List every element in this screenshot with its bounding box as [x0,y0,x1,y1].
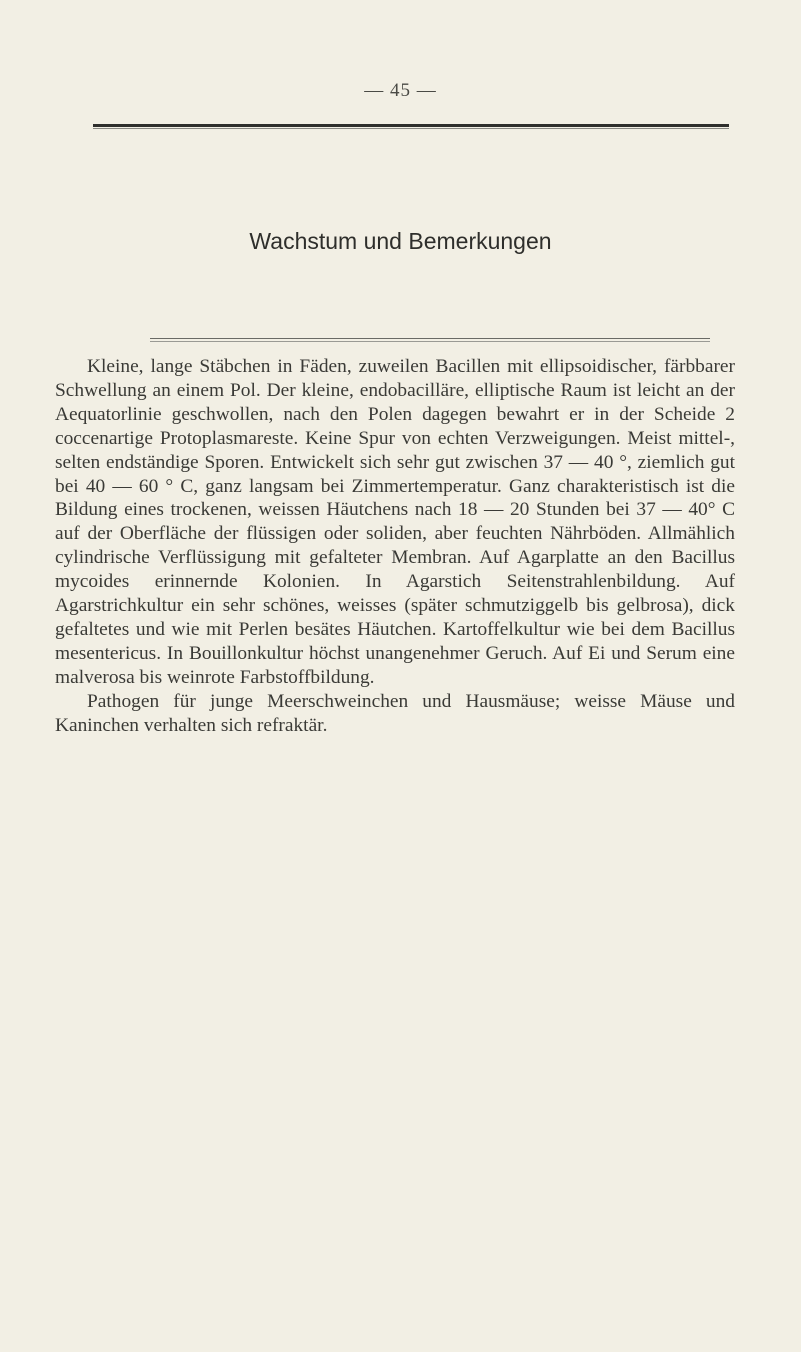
heading-rule [150,338,710,339]
section-heading: Wachstum und Bemerkungen [249,228,552,254]
page-number: — 45 — [364,80,437,101]
body-text [55,355,735,738]
heading-rule-thin [150,341,710,342]
header-rule [93,124,729,127]
paragraph-pathogen: Pathogen für junge Meerschweinchen und Hausmäuse; weisse Mäuse und Kaninchen verhalten sich refraktär. [55,690,735,736]
paragraph-growth: Kleine, lange Stäbchen in Fäden, zuweilen Bacillen mit ellipsoidischer, färbbarer Schwellung an einem Pol. Der kleine, endobacilläre, elliptische Raum ist leicht an der Aequatorlinie geschwollen, nach den Polen dagegen bewahrt er in der Scheide 2 coccenartige Protoplasmareste. Keine Spur von echten Verzweigungen. Meist mittel-, selten endständige Sporen. Entwickelt sich sehr gut zwischen 37 — 40 °, ziemlich gut bei 40 — 60 ° C, ganz langsam bei Zimmertemperatur. Ganz charakteristisch ist die Bildung eines trockenen, weissen Häutchens nach 18 — 20 Stunden bei 37 — 40° C auf der Oberfläche der flüssigen oder soliden, aber feuchten Nährböden. Allmählich cylindrische Verflüssigung mit gefalteter Membran. Auf Agarplatte an den Bacillus mycoides erinnernde Kolonien. In Agarstich Seitenstrahlenbildung. Auf Agarstrichkultur ein sehr schönes, weisses (später schmutziggelb bis gelbrosa), dick gefaltetes und wie mit Perlen besätes Häutchen. Kartoffelkultur wie bei dem Bacillus mesentericus. In Bouillonkultur höchst unangenehmer Geruch. Auf Ei und Serum eine malverosa bis weinrote Farbstoffbildung. [55,356,735,688]
header-rule-thin [93,128,729,129]
